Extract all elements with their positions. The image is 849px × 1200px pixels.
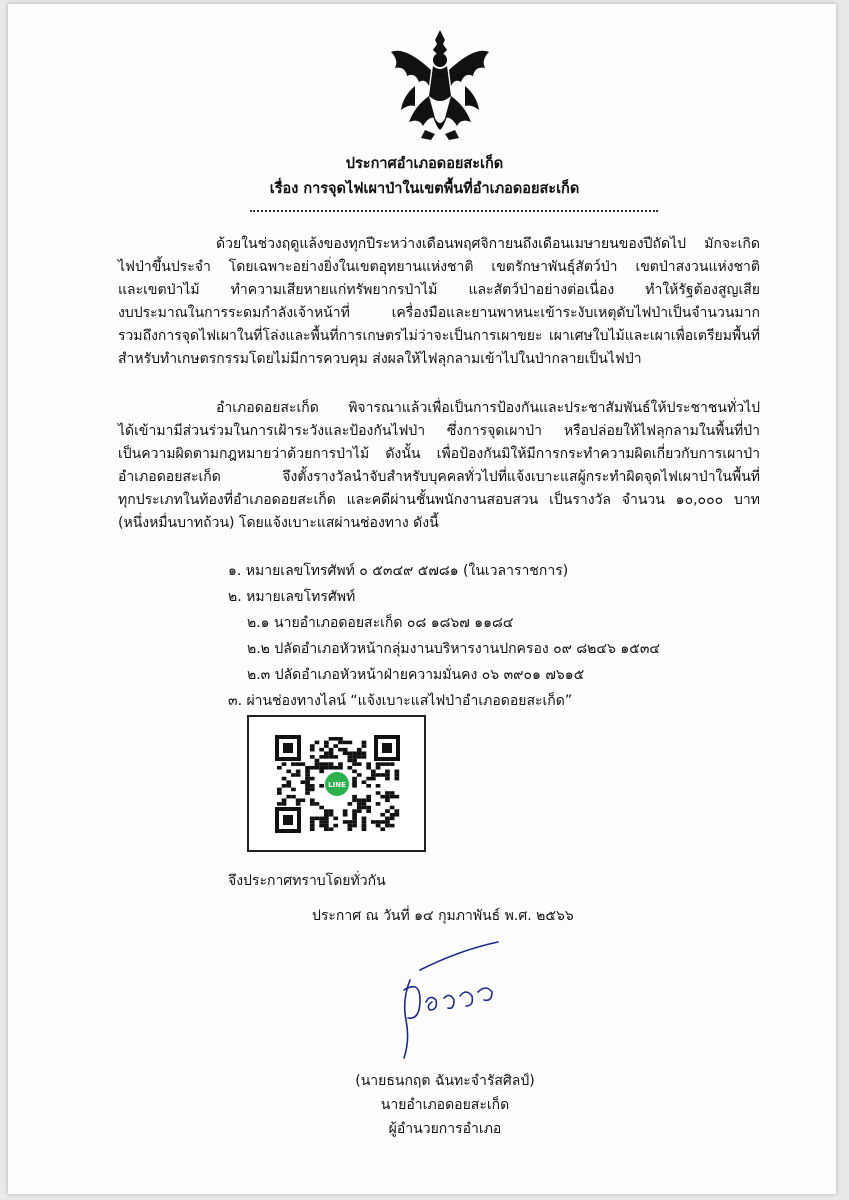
qr-module [324,755,329,759]
signer-name: (นายธนกฤต ฉันทะจำรัสศิลป์) [355,1073,535,1089]
paragraph-2-line: ได้เข้ามามีส่วนร่วมในการเฝ้าระวังและป้องกันไฟป่า ซึ่งการจุดเผาป่า หรือปล่อยให้ไฟลุกลามในพื้นที่ป่า [118,423,760,439]
qr-module [286,784,291,788]
channel-subitem-district-chief: ๒.๑ นายอำเภอดอยสะเก็ด ๐๘ ๑๘๖๗ ๑๑๘๔ [247,615,514,631]
qr-module [324,817,329,821]
qr-module [310,824,315,828]
qr-module [296,802,301,806]
qr-module [385,770,390,774]
qr-module [366,809,371,813]
qr-module [329,813,334,817]
qr-module [333,766,338,770]
qr-module [380,820,385,824]
qr-module [385,824,390,828]
qr-module [329,766,334,770]
qr-module [376,773,381,777]
qr-module [348,827,353,831]
line-qr-code [247,715,426,852]
qr-module [376,762,381,766]
qr-module [329,748,334,752]
qr-module [319,784,324,788]
qr-module [352,798,357,802]
qr-code-icon [249,717,424,850]
qr-module [352,770,357,774]
qr-module [310,755,315,759]
qr-module [329,827,334,831]
qr-module [395,813,400,817]
paragraph-1-line: สำหรับทำเกษตรกรรมโดยไม่มีการควบคุม ส่งผลให้ไฟลุกลามเข้าไปในป่ากลายเป็นไฟป่า [118,351,642,367]
qr-module [324,824,329,828]
qr-module [357,762,362,766]
qr-module [348,755,353,759]
qr-module [324,744,329,748]
qr-module [338,737,343,741]
qr-module [362,755,367,759]
qr-module [305,788,310,792]
qr-module [338,766,343,770]
qr-module [324,762,329,766]
qr-module [333,737,338,741]
qr-module [357,751,362,755]
qr-module [301,780,306,784]
qr-module [357,773,362,777]
qr-module [357,806,362,810]
qr-module [380,762,385,766]
qr-module [362,824,367,828]
qr-module [310,777,315,781]
qr-module [277,766,282,770]
qr-module [385,791,390,795]
dotted-divider [250,210,658,212]
qr-module [305,780,310,784]
qr-module [352,755,357,759]
qr-module [366,777,371,781]
qr-module [362,741,367,745]
qr-module [305,766,310,770]
qr-module [357,802,362,806]
qr-module [362,806,367,810]
qr-module [277,791,282,795]
paragraph-2-line: อำเภอดอยสะเก็ด จึงตั้งรางวัลนำจับสำหรับบุคคลทั่วไปที่แจ้งเบาะแสผู้กระทำผิดจุดไฟเผาป่าในพื้นที่ [118,469,760,485]
qr-module [366,795,371,799]
qr-module [348,802,353,806]
announcement-date: ประกาศ ณ วันที่ ๑๔ กุมภาพันธ์ พ.ศ. ๒๕๖๖ [312,908,574,924]
qr-module [343,741,348,745]
qr-module [352,795,357,799]
channel-item-phone: ๒. หมายเลขโทรศัพท์ [228,589,356,605]
qr-module [319,824,324,828]
qr-module [282,762,287,766]
qr-module [362,798,367,802]
qr-module [329,751,334,755]
qr-module [395,773,400,777]
qr-module [362,820,367,824]
qr-module [301,798,306,802]
qr-module [286,770,291,774]
qr-module [362,780,367,784]
qr-module [319,766,324,770]
qr-module [333,744,338,748]
paragraph-1 [118,233,760,371]
qr-module [286,795,291,799]
signer-role: ผู้อำนวยการอำเภอ [388,1121,502,1137]
qr-module [324,751,329,755]
qr-module [395,809,400,813]
channel-item-phone-office: ๑. หมายเลขโทรศัพท์ ๐ ๕๓๔๙ ๕๗๘๑ (ในเวลาราชการ) [228,563,569,579]
qr-module [348,820,353,824]
qr-module [362,827,367,831]
qr-module [310,798,315,802]
qr-module [296,762,301,766]
qr-module [277,802,282,806]
qr-module [338,748,343,752]
qr-module [329,762,334,766]
qr-module [385,777,390,781]
qr-module [329,737,334,741]
paragraph-2-line: ทุกประเภทในท้องที่อำเภอดอยสะเก็ด และคดีผ่านชั้นพนักงานสอบสวน เป็นรางวัล จำนวน ๑๐,๐๐๐ บาท [118,492,760,508]
channel-item-line: ๓. ผ่านช่องทางไลน์ “แจ้งเบาะแสไฟป่าอำเภอดอยสะเก็ด” [228,693,573,709]
qr-module [310,802,315,806]
qr-module [310,817,315,821]
qr-module [376,766,381,770]
qr-module [305,791,310,795]
paragraph-1-line: และเขตป่าไม้ ทำความเสียหายแก่ทรัพยากรป่าไม้ และสัตว์ป่าอย่างต่อเนื่อง ทำให้รัฐต้องสูญเสีย [118,282,760,298]
qr-module [305,777,310,781]
qr-module [395,777,400,781]
qr-module [385,809,390,813]
qr-module [352,817,357,821]
announcement-title: ประกาศอำเภอดอยสะเก็ด [345,156,504,172]
qr-module [385,795,390,799]
qr-module [315,817,320,821]
closing-announce: จึงประกาศทราบโดยทั่วกัน [228,873,386,889]
qr-module [319,806,324,810]
qr-module [380,813,385,817]
qr-module [385,773,390,777]
qr-module [395,770,400,774]
qr-module [390,762,395,766]
qr-module [390,813,395,817]
qr-module [395,795,400,799]
qr-module [390,824,395,828]
qr-module [333,824,338,828]
qr-module [362,744,367,748]
qr-module [329,755,334,759]
qr-module [390,817,395,821]
qr-module [362,751,367,755]
qr-module [376,820,381,824]
qr-module [319,820,324,824]
qr-module [277,788,282,792]
qr-module [380,773,385,777]
qr-module [371,773,376,777]
qr-module [282,802,287,806]
qr-module [352,824,357,828]
qr-module [324,766,329,770]
qr-module [371,820,376,824]
qr-module [291,788,296,792]
qr-module [319,755,324,759]
qr-module [343,813,348,817]
qr-module [310,784,315,788]
qr-module [371,777,376,781]
qr-module [348,759,353,763]
qr-module [333,755,338,759]
qr-module [362,802,367,806]
qr-module [343,809,348,813]
qr-module [315,766,320,770]
qr-module [385,762,390,766]
qr-module [343,820,348,824]
qr-module [301,762,306,766]
qr-module [286,780,291,784]
qr-module [305,784,310,788]
qr-module [357,748,362,752]
qr-module [310,744,315,748]
qr-module [366,806,371,810]
line-logo-label: LINE [328,781,346,789]
qr-module [315,759,320,763]
qr-module [366,798,371,802]
garuda-emblem-icon [385,26,495,144]
qr-module [305,773,310,777]
paragraph-1-line: งบประมาณในการระดมกำลังเจ้าหน้าที่ เครื่องมือและยานพาหนะเข้าระงับเหตุดับไฟป่าเป็นจำนวนมาก [118,305,760,321]
qr-module [385,798,390,802]
channel-subitem-admin-officer: ๒.๒ ปลัดอำเภอหัวหน้ากลุ่มงานบริหารงานปกครอง ๐๙ ๘๒๔๖ ๑๕๓๔ [247,641,660,657]
paragraph-1-line: ด้วยในช่วงฤดูแล้งของทุกปีระหว่างเดือนพฤศจิกายนถึงเดือนเมษายนของปีถัดไป มักจะเกิด [216,236,760,252]
qr-module [310,827,315,831]
qr-module [357,755,362,759]
qr-module [348,741,353,745]
qr-module [357,809,362,813]
qr-module [376,802,381,806]
qr-module [348,824,353,828]
qr-module [357,798,362,802]
qr-module [310,820,315,824]
qr-module [282,777,287,781]
qr-module [324,827,329,831]
paragraph-2-line: (หนึ่งหมื่นบาทถ้วน) โดยแจ้งเบาะแสผ่านช่องทาง ดังนี้ [118,515,439,531]
qr-module [333,817,338,821]
qr-module [315,802,320,806]
paragraph-1-line: รวมถึงการจุดไฟเผาในที่โล่งและพื้นที่การเกษตรไม่ว่าจะเป็นการเผาขยะ เผาเศษใบไม้และเผาเพื่อเตรียมพื้นที่ [118,328,760,344]
qr-module [319,748,324,752]
qr-module [324,820,329,824]
qr-module [324,809,329,813]
qr-module [376,791,381,795]
qr-module [282,798,287,802]
qr-module [390,806,395,810]
qr-module [324,813,329,817]
qr-module [352,777,357,781]
signer-position: นายอำเภอดอยสะเก็ด [380,1097,510,1113]
qr-module [380,795,385,799]
qr-module [362,817,367,821]
qr-module [296,770,301,774]
qr-module [376,784,381,788]
qr-module [352,780,357,784]
qr-module [315,762,320,766]
qr-module [390,791,395,795]
qr-module [380,827,385,831]
qr-module [319,770,324,774]
qr-module [291,762,296,766]
qr-module [385,820,390,824]
qr-module [352,809,357,813]
qr-module [329,809,334,813]
signature-icon [380,940,510,1060]
qr-module [352,759,357,763]
qr-module [291,773,296,777]
qr-module [348,751,353,755]
announcement-subject: เรื่อง การจุดไฟเผาป่าในเขตพื้นที่อำเภอดอยสะเก็ด [269,181,580,197]
qr-module [315,741,320,745]
qr-module [366,784,371,788]
qr-module [310,788,315,792]
qr-module [310,748,315,752]
qr-module [366,762,371,766]
qr-module [376,824,381,828]
qr-module [324,741,329,745]
qr-module [385,817,390,821]
qr-module [352,751,357,755]
paragraph-1-line: ไฟป่าขึ้นประจำ โดยเฉพาะอย่างยิ่งในเขตอุทยานแห่งชาติ เขตรักษาพันธุ์สัตว์ป่า เขตป่าสงวนแห่งชาติ [118,259,760,275]
paragraph-2-line: อำเภอดอยสะเก็ด พิจารณาแล้วเพื่อเป็นการป้องกันและประชาสัมพันธ์ให้ประชาชนทั่วไป [216,400,760,416]
qr-module [343,748,348,752]
paragraph-2 [118,397,760,535]
qr-module [296,773,301,777]
channel-subitem-security-officer: ๒.๓ ปลัดอำเภอหัวหน้าฝ่ายความมั่นคง ๐๖ ๓๙๐๑ ๗๖๑๕ [247,667,585,683]
qr-module [291,795,296,799]
qr-module [352,762,357,766]
qr-module [343,751,348,755]
qr-module [338,762,343,766]
qr-module [282,784,287,788]
qr-module [352,813,357,817]
qr-module [305,770,310,774]
qr-module [348,766,353,770]
qr-module [319,817,324,821]
qr-module [338,741,343,745]
qr-module [296,798,301,802]
qr-module [371,770,376,774]
qr-module [390,795,395,799]
paragraph-2-line: เป็นความผิดตามกฎหมายว่าด้วยการป่าไม้ ดังนั้น เพื่อป้องกันมิให้มีการกระทำความผิดเกี่ยวกับการเผาป่า [118,446,760,462]
qr-module [352,820,357,824]
qr-module [366,766,371,770]
qr-module [319,762,324,766]
qr-module [310,766,315,770]
qr-module [352,784,357,788]
